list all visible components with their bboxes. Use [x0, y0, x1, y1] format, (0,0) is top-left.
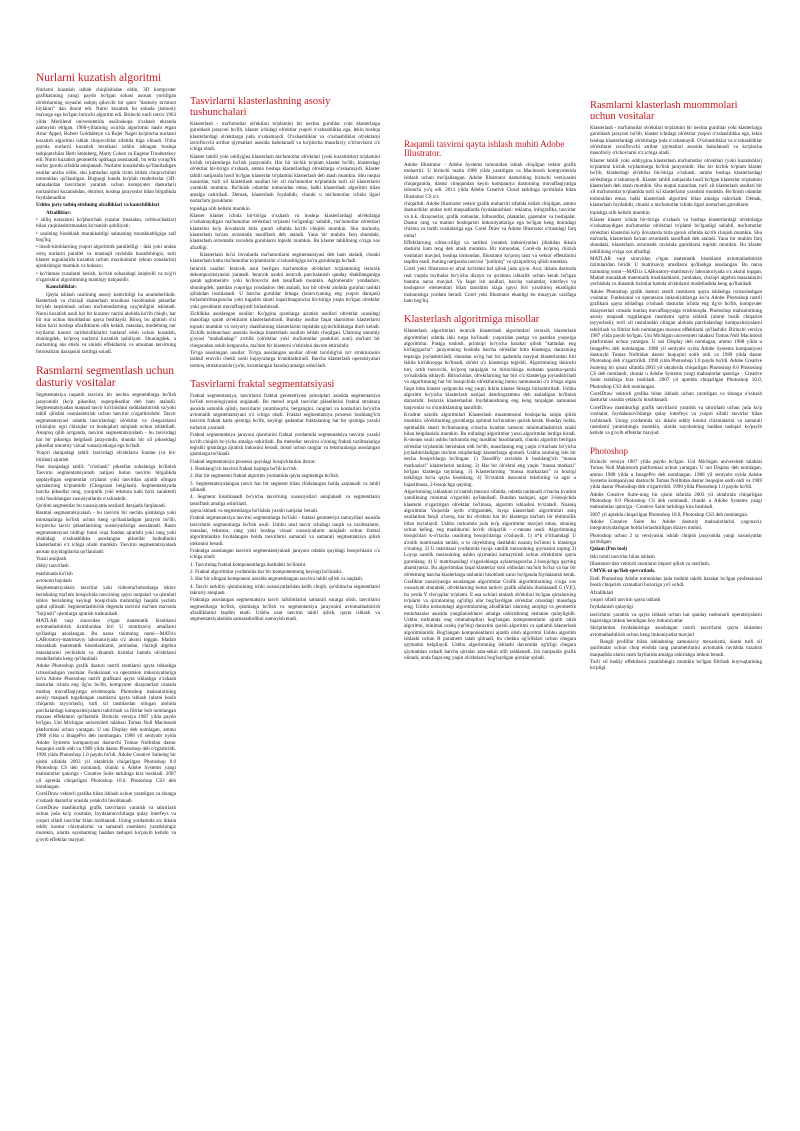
paragraph: 3. Har bir olingan komponent asosida segmentlangan tasvirni tahlil qilish va saqlash.: [190, 576, 364, 583]
paragraph: Afzalliklari: [590, 589, 614, 596]
paragraph: Adobe Creative Suite bu Adobe dasturiy mahsulotlarini yagonaviy integratsiyalashgan holda birlashtirilgan dizayn muhiti.: [590, 519, 762, 532]
paragraph: Rasmni segmentatsiyalash - bu tasvirni bir nechta qismlarga yoki mintaqalarga bo'lish uchun keng qo'llaniladigan jarayon bo'lib, ko'pincha tasvir piksellarining xususiyatlariga asoslanadi. Rasm segmentatsiyasi oldingi fonni orqa fondan ajratishi yoki rang yoki shakldagi o'xshashlikka asoslangan piksellar hududlarini klasterlashni o'z ichiga olishi mumkin. Tasvirni segmentatsiyalash asosan quyidagilarda qo'llaniladi:: [36, 510, 176, 555]
paragraph: tibbiy tasvirlash: [36, 563, 69, 570]
paragraph: qayta ishlash va segmentlarga bo'lishda yaxshi natijalar beradi.: [190, 507, 319, 514]
section-heading: Raqamli tasvirni qayta ishlash muhiti Adobe Illustrator.: [404, 139, 565, 159]
paragraph: 2. Fraktal algoritmlar yordamida har bir komponentning keyingi bo'linishi.: [190, 569, 343, 576]
paragraph: avtonom haydash: [36, 577, 72, 584]
paragraph: Afzalliklar:: [46, 209, 72, 216]
section: [36, 72, 176, 355]
paragraph: chiqarildi. Adobe Illustrator vektor grafik muharriri sifatida ishlab chiqilgan, ammo dasturchilar undan turli maqsadlarda foydalanishlari: reklama, infografika, tasvirlar va h.k. dizaynerlar, grafik romanlar, bilboardlar, plakatlar, gazetalar va boshqalar. Dastur rang va matnni boshqarish imkoniyatlariga ega bo'lgan keng doiradagi chizma va tartib vositalariga ega. Corel Draw va Adobe Illustrator o'rtasidagi farq nima?: [404, 200, 576, 239]
paragraph: Nurlarni kuzatish ishlab chiqilishidan oldin, 3D kompyuter grafikasining yangi paydo bo'lgan sohasi asosan yoritilgan ob'ektlarning soyasini tadqiq qiluvchi bir qator "dasturiy ta'minot hiylalari" dan iborat edi. Nurni kuzatish bu sohada jismoniy ma'noga ega bo'lgan birinchi algoritm edi. Birinchi nurli tasvir 1963 yilda Meriilend universitetida ossiloskopa o'xshash ekranda namoyish etilgan. 1960-yillarning oxirida algoritmni nashr etgan Artur Appel, Robert Goldshteyn va Rojer Nagel ko'pincha nurlarni kuzatish algoritmi ishlab chiquvchilar sifatida tilga olinadi. O'sha paytda nurlarni kuzatish texnikasi ushbu ishlagan boshqa tadqiqotchilar Herb Steinberg, Marty Cohen va Eugene Troubetzkoy edi. Nurni kuzatish geometrik optikaga asoslanadi, bu erda yorug'lik nurlar guruhi sifatida aniqlanadi. Nurlarni kuzatishda qo'llaniladigan usullar ancha oldin, shu jumladan optik tizim ishlab chiquvchilari tomonidan qo'llanilgan. Bugungi kunda ko'plab renderlerlar (3D-sahnalardan tasvirlarni yaratish uchun kompyuter dasturlari) nurlanishni kuzatishdan, ehtimol, boshqa jarayonlar bilan birgalikda foydalanadilar.: [36, 87, 176, 201]
paragraph: Fraktalga asoslangan tasvirni segmentatsiyalash jarayoni odatda quyidagi bosqichlarni o'z ichiga oladi:: [190, 548, 380, 561]
paragraph: Klasterlash - ma'lumotlar ob'ektlari to'plamini bir nechta guruhlar yoki klasterlarga guruhlash jarayoni bo'lib, klaster ichidagi ob'ektlar yuqori o'xshashlikka ega, lekin boshqa klasterlardagi ob'ektlarga juda o'xshamaydi. O'xshashliklar va o'xshashliklar ob'ektlarni tavsiflovchi atribut qiymatlari asosida baholanadi va ko'pincha masofaviy o'lchovlarni o'z ichiga oladi.: [590, 125, 762, 157]
paragraph: • ko'rinmas yuzalarni kesish, ko'rish sohasidagi istiqbolli va to'g'ri o'zgarishlar algoritmning mantiqiy natijasidir.: [36, 270, 176, 284]
paragraph: Endi Photoshop Adobe tomonidan juda muhim taktik harakat bo'lgan professional bosib chiqarish xizmatlari bozoriga yo'l ochdi.: [590, 575, 762, 589]
paragraph: topishga olib kelishi mumkin.: [590, 209, 651, 216]
paragraph: Ierarxik usullar: Ierarxik usul berilgan ma'lumotlar ob'ektlari to'plamining ierarxik dekompozitsiyasini yaratadi. Ierarxik usulni ierarxik parchalanish qanday shakllanganiga qarab aglomerativ yoki bo'linuvchi deb tasniflash mumkin. Aglomerativ yondashuv, shuningdek, pastdan yuqoriga yondashuv deb ataladi, har bir ob'ekt alohida guruhni tashkil qilishdan boshlanadi. U barcha guruhlar bittaga (ierarxiyaning eng yuqori darajasi) birlashtirilmaguncha yoki tugatish sharti bajarilmaguncha bir-biriga yaqin bo'lgan ob'ektlar yoki guruhlarni muvaffaqiyatli birlashtiradi.: [190, 265, 380, 310]
paragraph: Qo'shni segmentlar bu xususiyatda sezilarli darajada farqlanadi.: [36, 503, 167, 510]
paragraph: CorelDraw vektorli grafika bilan ishlash uchun yaratilgan va shunga o'xshash dasturlar orasida yetakchi hisoblanadi.: [590, 391, 762, 404]
paragraph: 2. Har bir segmentni fraktal algoritm yordamida qayta segmentga bo'lish.: [190, 473, 340, 480]
section-heading: Photoshop: [590, 445, 629, 456]
paragraph: mashinada ko'rish: [36, 570, 73, 577]
paragraph: Yuqori darajadagi tahlil: tasvirdagi ob'ektlarni fondan (va bir-biridan) ajratish: [36, 450, 176, 463]
paragraph: topishga olib kelishi mumkin.: [190, 205, 251, 212]
section-heading: Tasvirlarni klasterlashning asosiy tushunchalari: [190, 96, 331, 119]
column-4: [590, 100, 762, 682]
paragraph: Adobe Creative Suite-ning bir qismi sifatida 2003 yil oktabrida chiqarilgan Photoshop 8.0 Photoshop CS deb nomlandi, chunki u Adobe Systems yangi mahsulotlar qatoriga - Creative Suite tarkibiga kira boshladi.: [590, 491, 762, 511]
paragraph: Klasterlash algoritmlari ierarxik klasterlash algoritmlari ierarxik klasterlash algoritmlari odatda ikki turga bo'linadi: yuqoridan pastga va pastdan yuqoriga algoritmlar. Pastga tushish, printsipi bo'yicha harakat qilish "kattadan eng kichigigacha": jarayonning boshida barcha ob'ektlar bitta klasterga, daraxtning tepasiga joylashtiriladi, shundan so'ng har bir qadamda mavjud klasterlardan biri ikkita kichikroqqa bo'linadi, ob'ekt o'z klasteriga tegishli. Algoritmning ikkinchi turi, ortib boruvchi, ko'proq tarqalgan va birinchisiga nisbatan qarama-qarshi yo'nalishda ishlaydi. Birinchidan, ob'ektlarning har biri o'z klasteriga joylashtiriladi va algoritmning har bir bosqichida ob'ektlarning butun namunasini o'z ichiga olgan faqat bitta klaster qolguncha eng yaqin ikkita klaster bittaga birlashtiriladi. Ushbu algoritm bo'yicha klasterlash natijasi dendrogramma deb ataladigan bo'linish daraxtidir. Ierarxik klasterlashni foydalanishning eng keng tarqalgan namunasi haqvonlar va o'simliklarning tasnifidir.: [404, 328, 576, 411]
paragraph: Fraktal segmentatsiya prosessi quyidagi bosqichlardan iborat:: [190, 458, 316, 465]
section: [590, 447, 762, 672]
section-heading: Tasvirlarni fraktal segmentatsiyasi: [190, 379, 335, 391]
paragraph: • usulning hisoblash murakkabligi sahnaning murakkabligiga zaif bog'liq;: [36, 230, 176, 243]
column-2: [190, 96, 380, 633]
paragraph: Qalam (Pen tool): [590, 546, 628, 553]
paragraph: Adobe Photoshop grafik dasturi rastrli rasmlarni qayta ishlashga ixtisoslashgan vositalar. Funksional va operatsion imkoniyatlariga ko'ra Adobe Photoshop rastrli grafikani qayta ishlashga o'xshash dasturlar ichida eng ilg'or bo'lib, kompyuter dizaynerlari orasida mutlaq muvaffaqiyatga erishmoqda. Photoshop mahsulotining asosiy maqsadi tugallangan rasmlarni qayta ishlash (ularni bosib chiqarish tayyorlash), turli xil rasmlardan olingan alohida parchalardagi kompozitsiyalarni tahrirlash va filtrlar bob nomlangan maxsus effektlarni qo'llashdir. Birinchi versiya 1987 yilda paydo bo'lgan. Uni Michigan universiteti talabasi Tomas Noll Macintosh platformasi uchun yaratgan. U uni Display deb nomlagan, ammo 1988 yilda u ImagePro deb nomlangan. 1988 yil sentyabr oyida Adobe Systems kompaniyasi dasturchi Tomas Nolltidan dastur huquqini sotib oldi va 1989 yilda dastur Photoshop deb o'zgartirildi. 1990 yilda Photoshop 1.0 paydo bo'ldi. Adobe Creative Suiteing bir qismi sifatida 2003 yil oktabrida chiqarilgan Photoshop 8.0 Photoshop CS deb nomlandi, chunki u Adobe Systems yangi mahsulotlar qatoriga - Creative Suite tarkibiga kira boshladi. 2007 yil aprelda chiqarilgan Photoshop 10.0, Photoshop CS3 deb nomlangan.: [36, 663, 176, 790]
paragraph: CorelDraw mashhurligi grafik tasvirlarni yaratish va tahrirlash uchun juda ko'p vositalar, foydalanuvchilarga qulay interfeys va yuqori sifatli tasvirlar bilan izohlanadi. Uning yordamida siz ikkala oddiy kontur chizmalarini va samarali rasmlarni yaratishingiz mumkin, ularda sayohatning haddan tashqari ko'payib ketishi va g'oyib effektlar mavjud.: [590, 404, 762, 437]
paragraph: Segmentatsiyalash: tasvirlar yoki videoma'lumotlarga ishlov berishning ma'lum bosqichida tasvirning qaysi nuqtalari va qismlari ishlov berishning keyingi bosqichida muhimligi haqida yechim qabul qilinadi. Segmentlashtirish degenda tasvirni ma'lum ma'noda "birjinsli" qismlarga ajratish tushuniladi.: [36, 585, 176, 617]
column-1: [36, 72, 176, 853]
paragraph: tasvirlarni yaratish va qayta ishlash uchun har qanday tushunarli operatsiyalarni bajarishga imkon beradigan boy imkoniyatlar: [590, 611, 762, 624]
section: [190, 96, 380, 369]
section: [190, 379, 380, 623]
section-heading: Nurlarni kuzatish algoritmi: [36, 72, 162, 84]
section: [404, 140, 576, 304]
paragraph: Skriptlardan foydalanishga asoslangan rastrli tasvirlarni qayta ishlashni avtomatlashtirish uchun keng imkoniyatlar mavjud: [590, 625, 762, 638]
paragraph: 1. Tasvirning fraktal komponentlarga dastlabki bo'linishi.: [190, 561, 307, 568]
paragraph: 4. Tasvir tarkibiy qismlarining ichki xususiyatlaridan kelib chiqib, qo'shimcha segmentlarni takroriy aniqlash.: [190, 583, 380, 597]
paragraph: Klasterlash - ma'lumotlar ob'ektlari to'plamini bir nechta guruhlar yoki klasterlarga guruhlash jarayoni bo'lib, klaster ichidagi ob'ektlar yuqori o'xshashlikka ega, lekin boshqa klasterlardagi ob'ektlarga juda o'xshamaydi. O'xshashliklar va o'xshashliklar ob'ektlarni tavsiflovchi atribut qiymatlari asosida baholanadi va ko'pincha masofaviy o'lchovlarni o'z ichiga oladi.: [190, 121, 380, 153]
section: [36, 365, 176, 843]
paragraph: Klaster klaster ichida bir-biriga o'xshash va boshqa klasterlardagi ob'ektlarga o'xshamaydigan ma'lumotlar ob'ektlari to'plami bo'lganligi sababli, ma'lumotlar ob'ektlari klasterini ko'p ilovalarda bitta guruh sifatida ko'rib chiqish mumkin. Shu ma'noda, klasterlash ba'zan avtomatik tasniflash deb ataladi. Yana bir muhim farq shundaki, klasterlash avtomatik ravishda guruhlarni topishi mumkin. Bu klaster tahlilining o'ziga xos afzalligi.: [590, 216, 762, 255]
section-heading: Klasterlash algoritmiga misollar: [404, 314, 540, 326]
paragraph: Klaster tahlili yoki oddiygina klasterlash ma'lumotlar ob'ektlari (yoki kuzatishlar) to'plamini kichik to'plamlarga bo'lish jarayonidir. Har bir kichik to'plam klaster bo'lib, klasterdagi ob'ektlar bir-biriga o'xshash, ammo boshqa klasterlardagi ob'ektlarga o'xshamaydi. Klaster tahlili natijasida hosil bo'lgan klasterlar to'plamini klasterlash deb atash mumkin. Shu nuqtai nazardan, turli xil klasterlash usullari bir xil ma'lumotlar to'plamida turli xil klasterlarni yaratishi mumkin. Bo'linish odamlar tomonidan emas, balki klasterlash algoritmi bilan amalga oshiriladi. Demak, klasterlash foydalidir, chunki u ma'lumotlar ichida ilgari noma'lum guruhlarni: [590, 157, 762, 209]
paragraph: To'rga asoslangan usullar: To'rga asoslangan usullar ob'ekt bo'shlig'ini to'r strukturasini tashkil etuvchi chekli sonli hujayralarga kvantlashtiradi. Barcha klasterlash operatsiyalari tarmoq strukturasida (ya'ni, kvantlangan fazoda) amalga oshiriladi.: [190, 350, 380, 369]
paragraph: Fraktalga asoslangan segmentatsiya tasvir tafsilotlarini samarali suratga olish, tasvirlarni segmentlarga bo'lish, qismlarga bo'lish va segmentatsiya jarayonini avtomatlashtirish afzalliklarini taqdim etadi. Ushbu usul tasvirni tahlil qilish, qayta ishlash va segmentatsiyalashda samaradorlikni namoyish etadi.: [190, 597, 380, 623]
paragraph: Birinchi versiya 1987 yilda paydo bo'lgan. Uni Michigan universiteti talabasi Tomas Noll Makintosh platformasi uchun yaratgan. U uni Display deb nomlagan, ammo 1988 yilda u ImagePro deb nomlangan. 1988 yil sentyabr oyida Adobe Systems kompaniyasi dasturchi Tomas Nolltidan dastur huquqini sotib oldi va 1989 yilda dastur Photoshop deb o'zgartirildi. 1990 yilda Photoshop 1.0 paydo bo'ldi.: [590, 458, 762, 491]
section-heading: Rasmlarni segmentlash uchun dasturiy vositalar: [36, 365, 174, 390]
paragraph: ikki tomli tasvirlar bilan ishlash: [590, 553, 655, 560]
paragraph: Klaster klaster ichida bir-biriga o'xshash va boshqa klasterlardagi ob'ektlarga o'xshamaydigan ma'lumotlar ob'ektlari to'plami bo'lganligi sababli, ma'lumotlar ob'ektlari klasterini ko'p ilovalarda bitta guruh sifatida ko'rib chiqish mumkin. Shu ma'noda, klasterlash ba'zan avtomatik tasniflash deb ataladi. Yana bir muhim farq shundaki, klasterlash avtomatik ravishda guruhlarni topishi mumkin. Bu klaster tahlilining o'ziga xos afzalligi.: [190, 212, 380, 251]
paragraph: Klaster tahlili yoki oddiygina klasterlash ma'lumotlar ob'ektlari (yoki kuzatishlar) to'plamini kichik to'plamlarga bo'lish jarayonidir. Har bir kichik to'plam klaster bo'lib, klasterdagi ob'ektlar bir-biriga o'xshash, ammo boshqa klasterlardagi ob'ektlarga o'xshamaydi. Klaster tahlili natijasida hosil bo'lgan klasterlar to'plamini klasterlash deb atash mumkin. Shu nuqtai nazardan, turli xil klasterlash usullari bir xil ma'lumotlar to'plamida turli xil klasterlarni yaratishi mumkin. Bo'linish odamlar tomonidan emas, balki klasterlash algoritmi bilan amalga oshiriladi. Demak, klasterlash foydalidir, chunki u ma'lumotlar ichida ilgari noma'lum guruhlarni: [190, 153, 380, 205]
paragraph: MATLAB vaqt sinovidan o'tgan matematik hisoblarni avtomatlashtirish tizimlaridan biridir U matritsaviy amallarni qo'llashga asoslangan. Bu narsa tizimning nomi—MATrix LABoratory-matritsaviy laboratoriyada o'z aksini topgan. Matlab murakkab matematik hisoblashlarni, jumladan, chiziqli algebra masalalarini yechishda va dinamik tizimlar hamda ob'ektlarni modellashda keng qo'llaniladi.: [590, 255, 762, 288]
paragraph: Corel yoki Illustrator-ni afzal ko'rishni hal qilish juda qiyin. Axir, ikkala dasturda real vaqtda loyihalar bo'yicha dizayn va qo'shma ishlarlik uchun kerak bo'lgan hamma narsa mavjud. Va faqat ish usullari, barcha variantlar, interfeys va boshqaruv elementlari bilan tanishish sizga qaysi biri yaxshiroq ekanligini tushunishga yordam beradi. Corel yoki Illustrator ekanligi bu muayyan vazifaga ham bog'liq.: [404, 266, 576, 305]
section: [404, 314, 576, 661]
paragraph: • silliq narsalarni ko'pburchak yuzalar (masalan, uchburchaklar) bilan yaqinlashtirmasdan ko'rsatish qobiliyati;: [36, 216, 176, 230]
paragraph: CorelDraw mashhurligi grafik tasvirlarni yaratish va tahrirlash uchun juda ko'p vositalar, foydalanuvchilarga qulay interfeys va yuqori sifatli tasvirlar bilan izohlanadi. Uning yordamida siz ikkala oddiy kontur chizmalarini va samarali rasmlarni yaratishingiz mumkin, ularda sayohatning haddan tashqari ko'payib ketishi va g'oyib effektlar mavjud.: [36, 804, 176, 843]
paragraph: yuqori sifatli tasvirni qayta ishlash: [590, 596, 661, 603]
section: [590, 100, 762, 437]
paragraph: Fraktal segmentatsiya tasvirni segmentlarga bo'lishi - fraktal geometriya tamoyillari asosida tasvirlarni segmentlarga bo'lish usuli. Ushbu usul tasvir ichidagi naqsh va tuzilmalarni, masalan, tekstura, rang yoki boshqa vizual xususiyatlarni aniqlash uchun fraktal algoritmlardan foydalangan holda tasvirlarni samarali va samarali segmentatsiya qilish imkonini beradi.: [190, 515, 380, 547]
section-heading: Rasmlarni klasterlash muommolari uchun vositalar: [590, 100, 738, 123]
paragraph: Grafiklar nazariyasiga asoslangan algoritmlar Grafik algoritmlarining o'ziga xos xususiyati shundaki, ob'ektlarning butun tanlovi grafik sifatida ifodalanadi G (V,E), bu yerda V cho'qqilar to'plami. E esa uchlari tanlash ob'ektlari bo'lgan qirralarning to'plami va qirralarning og'irligi ular bog'laydigan ob'ektlar orasidagi masofaga teng. Ushbu turkumdagi algoritmlarning afzalliklari ularning aniqligi va geometrik mulohazalar asosida yangilanishlarni amalga oshirishning nisbatan qulayligidir. Ushbu turkumda eng ommabopllari bog'langan komponentlarni ajratib olish algoritmi, minimal oraliq (qo'ltiq) daraxtini qurish algoritmi va qatlamli klasterlash algoritmlaridir. Bog'langan komponentlarni ajratib olish algoritmi Ushbu algoritm ishlashi uchun R parametri talab qilinadi, bu chekka og'irliklari uchun chegara qiymatini belgilaydi. Ushbu algoritmning ishlashi davomida og'irligi chegara qiymatidan oshadi barcha qirralar asta-sekin olib tashlanadi. Ish natijasida grafik olinadi, unda faqat eng yaqin ob'ektlarni bog'laydigan qirralar qoladi.: [404, 578, 576, 661]
paragraph: MATLAB vaqt sinovidan o'tgan matematik hisoblarni avtomatlashtirish tizimlaridan biri U matritsaviy amallarni qo'llashga asoslangan. Bu narsa tizimning nomi—MATrix LABoratory-matritsaviy laboratoriyada o'z aksini topgan. Matlab murakkab matematik hisoblashlarni, jumladan, chiziqli algebra masalalarini yechishda va dinamik tizimlar hamda ob'ektlarni modellashda keng qo'llaniladi.: [36, 617, 176, 663]
paragraph: Segmentatsiya raqamli tasvirni bir nechta segmentlarga bo'lish jarayonidir (ko'p piksellar, superpiksellar deb ham ataladi). Segmentatsiyadan maqsad tasvir ko'rinishini soddalashtirish va/yoki tahlil qilishni osonlashtirish uchun tasvirni o'zgartirishdir. Tasvir segmentatsiyasi odatda tasvirlardagi ob'ektlar va chegaralarni (chiziqlar, egri chiziqlar va boshqalar) aniqlash uchun ishlatiladi. Aniqroq qilib aytganda, tasvirni segmentatsiyalash - bu tasvirdagi har bir pikselga belgilash jarayonidir, shunda bir xil pikseldagi piksellar umumiy vizual xususiyatlarga ega bo'ladi.: [36, 392, 176, 450]
paragraph: Yuzni aniqlash: [36, 555, 67, 562]
paragraph: Adobe Photoshop grafik dasturi rastrli rasmlarni qayta ishlashga ixtisoslashgan vositalar. Funksional va operatsion imkoniyatlariga ko'ra Adobe Photoshop rastrli grafikani qayta ishlashga o'xshash dasturlar ichida eng ilg'or bo'lib, kompyuter dizaynerlari orasida mutlaq muvaffaqiyatga erishmoqda. Photoshop mahsulotining asosiy maqsadi tugallangan rasmlarni qayta ishlash (ularni bosib chiqarish tayyorlash), turli xil rasmlardan olingan alohida parchalardagi kompozitsiyalarni tahrirlash va filtrlar bob nomlangan maxsus effektlarni qo'llashdir. Birinchi versiya 1987 yilda paydo bo'lgan. Uni Michigan universiteti talabasi Tomas Noll Macintosh platformasi uchun yaratgan. U uni Display deb nomlagan, ammo 1988 yilda u ImagePro deb nomlangan. 1988 yil sentyabr oyida Adobe Systems kompaniyasi dasturchi Tomas Nolltidan dastur huquqini sotib oldi va 1989 yilda dastur Photoshop deb o'zgartirildi. 1990 yilda Photoshop 1.0 paydo bo'ldi. Adobe Creative Suiteing bir qismi sifatida 2003 yil oktabrida chiqarilgan Photoshop 8.0 Photoshop CS deb nomlandi, chunki u Adobe Systems yangi mahsulotlar qatoriga - Creative Suite tarkibiga kira boshladi. 2007 yil aprelda chiqarilgan Photoshop 10.0, Photoshop CS3 deb nomlangan.: [590, 288, 762, 390]
paragraph: Illustrator-dan vektorli rasmlarni import qilish va rastrlash,: [590, 561, 710, 568]
paragraph: Adobe Illustrator - Adobe Systems tomonidan ishlab chiqilgan vektor grafik muharriri. U birinchi marta 1986 yilda yaratilgan va Macintosh kompyuterida ishlash uchun mo'ljallangan. Adobe Illustrator dasturining birinchi versiyasini chiqarganida, dastur chiqqandan keyin kompaniya dasturning muvaffaqiyatiga ishonchi yo'q edi. 2011 yilda Adobe Creative Cloud tarkibiga qo'shilishi bilan Illustrator CS o'z: [404, 161, 576, 200]
paragraph: Photoshop uchun 2 ta versiyasini ishlab chiqish jarayonida yangi xususiyatlar qo'shilgan:: [590, 532, 762, 546]
paragraph: Past darajadagi tahlil: "o'xshash" piksellar sohalariga bo'linish Tasvirni segmentatsiyalash natijasi butun tasvirni birgalikda qoplaydigan segmentlar to'plami yoki tasvirdan ajratib olingan qirralarning to'plamidir (Chegarani belgilash). Segmentatsiyada barcha piksellar rang, yorqinlik yoki tekstura kabi ba'zi xarakterli yoki hisoblangan xususiyatlarda o'xshashdir.: [36, 464, 176, 502]
paragraph: Turli xil badiiy effektlarni yaratishingiz mumkin bo'lgan filtrlash buyruqlarining ko'pligi.: [590, 658, 762, 672]
paragraph: Zichlikka asoslangan usullar: Ko'pgina qismlarga ajratish usullari ob'ektlar orasidagi masofaga qarab ob'ektlarni klasterlashtiradi. Bunday usullar faqat sharsimon klasterlarni topishi mumkin va ixtiyoriy shakllarning klasterlarini topishda qiyinchiliklarga duch keladi. Zichlik tushunchasi asosida boshqa klasterlash usullari ishlab chiqilgan. Ularning umumiy g'oyasi "mahalladagi" zichlik (ob'ektlar yoki ma'lumotlar punktlari soni) ma'lum bir chegaradan oshib ketguncha, ma'lum bir klasterni o'stirishni davom ettirishdir.: [190, 311, 380, 349]
paragraph: Kamchiliklar:: [46, 284, 77, 291]
paragraph: Fraktal segmentatsiya jarayoni qismlarini fraktal yordamida segmentatsiya tasvirni yaxshi ko'rib chiqish bo'yicha amalga oshiriladi. Bu metodlar tasvirni o'zining fraktal tuzilmalariga tegishli qismlarga ajratish imkonini beradi, misol uchun ranglar va teksturalarga asoslangan qismlarga bo'linadi.: [190, 432, 380, 458]
paragraph: Kvadrat xatolik algoritmlari Klasterlash muammosini boshqacha talqin qilish mumkin: ob'ektlarning guruhlarga optimal bo'linishini qurish kerak. Bunday holda, optimallik sharti bo'linmaning o'rtacha kvadrat xatosini minimallashtirish talabi bilan belgilanishi mumkin. Bu toifadagi algoritmlar yaxsi algoritmlar ierdiga kiradi. K-means usuli ushbu turkumda eng mashhur hisoblanadi, chunki algoritm berilgan ob'ektlar to'plamini berishdan oldi bo'lib, masofaning eng yaqin o'rtachasi bo'yicha joylashtiriladigan ma'lum miqdordagi klasterlarga ajratadi. Ushbu usulning ishi bir necha bosqichlarga bo'lingan: 1) Tasodifiy ravishda k boshlang'ich "massa markazlari" klasterlarini tanlang. 2) Har bir ob'ektni eng yaqin "massa markazi" bo'lgan klasterga tayinlang. 3) Klasterlarning "massa markazlari" ni hozirgi tarkibiga ko'ra qayta hisoblang. 4) To'xtatish mezonini tekshiring va agar u bajarilmasa, 2-bosqichga qayting.: [404, 411, 576, 488]
paragraph: 1. Boshlang'ich tasvirni fraktal hajmga bo'lib ko'rish.: [190, 465, 298, 472]
paragraph: Fraktal segmentatsiya, tasvirlarni fraktal geometriyasi prinsiplari asosida segmentatsiya bo'lish texnologiyasini anglatadi. Bu metod orqali tasvirlar piksellerini fraktal struktura asosida ustunlik qilish, tasvirlarni yaratmoqchi, bergangini, ranglari va konturlari bo'yicha avtomatik segmentatsiyani o'z ichiga oladi. Fraktal segmentatsiya prosessi boshlang'ich tasvirni fraktal katta qismiga bo'lib, keyingi qadamlar fraktalaning har bir qismiga yaxshi turlarini yaratadi.: [190, 393, 380, 431]
paragraph: Rangli profillar bilan ishlashning zamonaviy mexanizmi, ularni turli xil qurilmalar uchun chop etishda rang parametrlarini avtomatik ravishda tuzatish maqsadida ularni rasm fayllarida amalga oshirishga imkon beradi.: [590, 638, 762, 658]
paragraph: 3. Segmentatsiyalangan tasvir har bir segment bilan ifodalangan holda saqlanadi va tahlil qilinadi.: [190, 480, 380, 493]
paragraph: 4. Segment hisoblanadi bo'yicha tasvirning xususiyatlari aniqlanadi va segmentlarni tasniflash amalga oshiriladi.: [190, 494, 380, 507]
paragraph: Qayta ishlash usulining asosiy kamchiligi bu unumdorlikdir. Rasterlash va chiziqli skanerlash texnikasi hisoblashni piksellar bo'ylab taqsimlash uchun ma'lumotlarning uyg'unligini ishlatadi. Nurni kuzatish usuli har bir kuzatuv nurini alohida ko'rib chiqib, har bir nur uchun hisoblashni qayta boshlaydi. Biroq, bu ajratish o'zi bilan ba'zi boshqa afzalliklarni olib keladi, masalan, modelning nur tuyilarini kontur tartibsizliklarini bartaraf etish uchun kuzatish, shuningdek, ko'proq nurlarni kuzatish qobiliyati. Shuningdek, u nurlarning aks etishi va sinishi effektlarini va umuman tasvirning fotorealizm darajasini tartibga soladi.: [36, 291, 176, 355]
paragraph: Klasterlash bu'zi ilovalarda ma'lumotlarni segmentatsiyasi deb ham ataladi, chunki klasterlash katta ma'lumotlar to'plamlarini o'xshashligiga ko'ra guruhlarga bo'ladi.: [190, 251, 380, 265]
paragraph: Ushbu joriy tatbiq etishning afzalliklari va kamchiliklari: [36, 202, 160, 209]
paragraph: foydalanish qulayligi: [590, 604, 634, 611]
column-3: [404, 140, 576, 671]
paragraph: 2007 yil aprelda chiqarilgan Photoshop 10.0, Photoshop CS3 deb nomlangan.: [590, 511, 749, 518]
paragraph: • hisob-kitoblarning yuqori algoritmik parallelligi - ikki yoki undan ortiq nurlarni parallel va mustaqil ravishda kuzatishingiz, turli klaster tugunlarida kuzatish uchun maydonlarni (ekran zonalarini) ajratishingiz mumkin va hokazo;: [36, 244, 176, 270]
paragraph: Effektlarning xilma-xilligi va tartibni yaratish imkoniyatlari jihatidan ikkala dasturni ham teng deb atash mumkin. Bir tomondan, Corel-da ko'proq chizish vositalari mavjud, boshqa tomondan, Illustrator ko'proq rastr va vektor effektlarini taqdim etadi, buning natijasida tasvirni "jonlirоq" va qiziqarliroq qilish mumkin.: [404, 240, 576, 266]
paragraph: CMYK-ni qo'llab-quvvatlash.: [590, 568, 656, 575]
paragraph: CorelDraw vektorli grafika bilan ishlash uchun yaratilgan va shunga o'xshash dasturlar orasida yetakchi hisoblanadi.: [36, 791, 176, 804]
paragraph: Algoritmning ishlashini to'xtatish mezoni sifatida, odatda tanlanadi o'rtacha kvadrat xatolikning minimal o'zgarishi qo'llaniladi. Bundan tashqari, agar 2-bosqichda klasterni o'zgartirgan ob'ektlar bo'lmasa, algoritm ishlashni to'xtatadi. Noaniq algoritmlar Yuqorida aytib o'tilganidek, loyqa klasterlash algoritmlari aniq usullardan farqli o'laroq, har bir ob'ektni har bir klasterga ma'lum bir ehtimollik bilan tayinlaydi. Ushbu turkumda juda ko'p algoritmlar mavjud emas, shuning uchun keling, eng mashhurini ko'rib chiqaylik - c-means usuli. Algoritmning bosqichlari k-o'rtacha usulining bosqichlariga o'xshaydi. 1) n*k o'lchamdagi U a'zolik matritsasini tanlab, n to obyektning dastlabki noaniq bo'linmi k klasterga o'rnating. 2) U matritsasi yordamida loyqa xatolik mezonining qiymatini toping 3) Loyqa xatolik mezonining ushbu qiymatini kamaytirish uchun ob'ektlarni qayta guruhlang. 4) U matritsasidagi o'zgarishlarga aylanmaguncha 2-bosqichga qayting ahamiyatsiz. Bu algoritmdan faqat klasterlar soni oldindan ma'lum bo'lsa va har bir ob'ektning barcha klasterlarga nisbatini hisoblash zarur bo'lganda foydalanish kerak.: [404, 489, 576, 578]
